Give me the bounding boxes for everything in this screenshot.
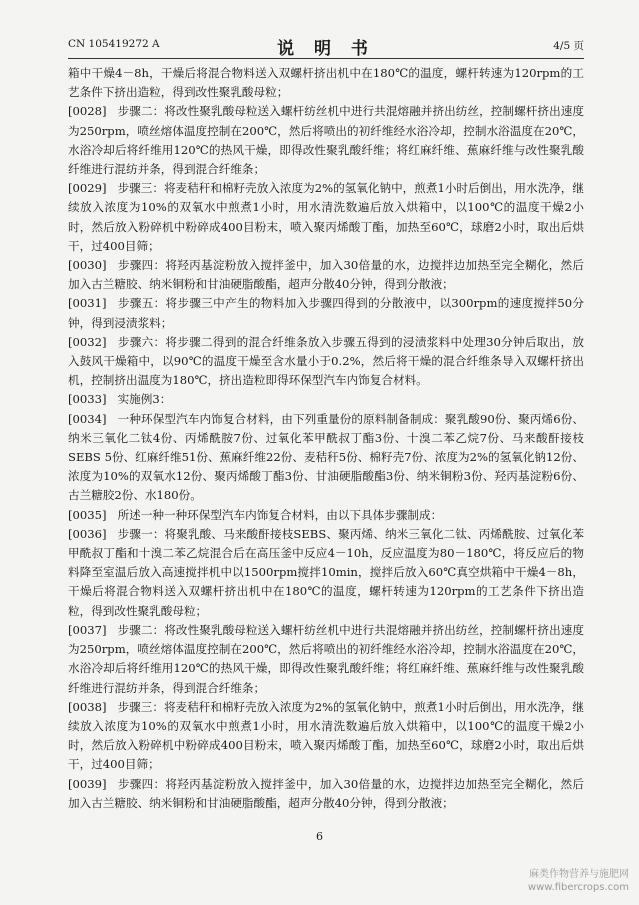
paragraph [68, 256, 584, 294]
paragraph-number: [0028] [68, 104, 107, 119]
paragraph [68, 525, 584, 621]
paragraph-text: 步骤四：将羟丙基淀粉放入搅拌釜中，加入30倍量的水，边搅拌边加热至完全糊化，然后加入古兰糖胶、纳米铜粉和甘油硬脂酸酯，超声分散40分钟，得到分散液； [68, 258, 584, 292]
paragraph [68, 390, 584, 409]
paragraph-text: 所述一种一种环保型汽车内饰复合材料，由以下具体步骤制成： [117, 507, 443, 522]
document-title: 说 明 书 [277, 39, 375, 59]
paragraph [68, 410, 584, 506]
paragraph-number: [0035] [68, 507, 107, 522]
paragraph-list [68, 102, 584, 813]
paragraph-number: [0038] [68, 699, 107, 714]
paragraph-text: 步骤三：将麦秸秆和棉籽壳放入浓度为2%的氢氧化钠中，煎煮1小时后倒出，用水洗净，继续放入浓度为10%的双氧水中煎煮1小时，用水清洗数遍后放入烘箱中，以100℃的温度干燥2小时，然后放入粉碎机中粉碎成400目粉末，喷入聚丙烯酸丁酯，加热至60℃，球磨2小时，取出后烘干，过400目筛； [68, 181, 584, 253]
continuation-paragraph: 箱中干燥4－8h，干燥后将混合物料送入双螺杆挤出机中在180℃的温度，螺杆转速为120rpm的工艺条件下挤出造粒，得到改性聚乳酸母粒； [68, 66, 584, 100]
paragraph-text: 一种环保型汽车内饰复合材料，由下列重量份的原料制备制成：聚乳酸90份、聚丙烯6份、纳米三氧化二钛4份、丙烯酰胺7份、过氧化苯甲酰叔丁酯3份、十溴二苯乙烷7份、马来酸酐接枝SEBS 5份、红麻纤维51份、蕉麻纤维22份、麦秸秆5份、棉籽壳7份、浓度为2%的氢氧化钠12份、浓度为10%的双氧水12份、聚丙烯酸丁酯3份、甘油硬脂酸酯3份、纳米铜粉3份、羟丙基淀粉6份、古兰糖胶2份、水180份。 [68, 411, 584, 503]
paragraph-number: [0034] [68, 411, 107, 426]
paragraph [68, 294, 584, 332]
paragraph-text: 步骤一：将聚乳酸、马来酸酐接枝SEBS、聚丙烯、纳米三氧化二钛、丙烯酰胺、过氧化苯甲酰叔丁酯和十溴二苯乙烷混合后在高压釜中反应4－10h，反应温度为80－180℃，将反应后的物料降至室温后放入高速搅拌机中以1500rpm搅拌10min，搅拌后放入60℃真空烘箱中干燥4－8h，干燥后将混合物料送入双螺杆挤出机中在180℃的温度，螺杆转速为120rpm的工艺条件下挤出造粒，得到改性聚乳酸母粒； [68, 526, 584, 618]
paragraph-number: [0039] [68, 776, 107, 791]
patent-number: CN 105419272 A [68, 38, 160, 50]
page-number: 6 [316, 830, 323, 843]
paragraph [68, 333, 584, 391]
paragraph-text: 步骤三：将麦秸秆和棉籽壳放入浓度为2%的氢氧化钠中，煎煮1小时后倒出，用水洗净，继续放入浓度为10%的双氧水中煎煮1小时，用水清洗数遍后放入烘箱中，以100℃的温度干燥2小时，然后放入粉碎机中粉碎成400目粉末，喷入聚丙烯酸丁酯，加热至60℃，球磨2小时，取出后烘干，过400目筛； [68, 699, 584, 772]
paragraph [68, 698, 584, 775]
paragraph-text: 实施例3： [117, 392, 172, 407]
paragraph-number: [0033] [68, 392, 107, 407]
paragraph [68, 506, 584, 525]
document-body [68, 64, 584, 813]
paragraph-number: [0032] [68, 334, 107, 349]
paragraph-number: [0030] [68, 258, 107, 273]
watermark-site-url: www.fibercrops.com [527, 882, 629, 893]
paragraph-number: [0029] [68, 181, 107, 196]
paragraph-number: [0031] [68, 296, 107, 311]
paragraph [68, 775, 584, 813]
paragraph [68, 179, 584, 256]
watermark-site-name: 麻类作物营养与施肥网 [529, 869, 629, 880]
paragraph-text: 步骤六：将步骤二得到的混合纤维条放入步骤五得到的浸渍浆料中处理30分钟后取出，放入鼓风干燥箱中，以90℃的温度干燥至含水量小于0.2%，然后将干燥的混合纤维条导入双螺杆挤出机，控制挤出温度为180℃，挤出造粒即得环保型汽车内饰复合材料。 [68, 334, 584, 388]
paragraph-number: [0036] [68, 526, 107, 541]
paragraph [68, 621, 584, 698]
paragraph-text: 步骤二：将改性聚乳酸母粒送入螺杆纺丝机中进行共混熔融并挤出纺丝，控制螺杆挤出速度为250rpm，喷丝熔体温度控制在200℃，然后将喷出的初纤维经水浴冷却，控制水浴温度在20℃，水浴冷却后将纤维用120℃的热风干燥，即得改性聚乳酸纤维；将红麻纤维、蕉麻纤维与改性聚乳酸纤维进行混纺并条，得到混合纤维条； [68, 104, 584, 177]
paragraph-number: [0037] [68, 622, 107, 637]
site-watermark [528, 868, 629, 894]
paragraph-text: 步骤二：将改性聚乳酸母粒送入螺杆纺丝机中进行共混熔融并挤出纺丝，控制螺杆挤出速度为250rpm，喷丝熔体温度控制在200℃，然后将喷出的初纤维经水浴冷却，控制水浴温度在20℃，水浴冷却后将纤维用120℃的热风干燥，即得改性聚乳酸纤维；将红麻纤维、蕉麻纤维与改性聚乳酸纤维进行混纺并条，得到混合纤维条； [68, 622, 584, 695]
page-header [68, 36, 584, 59]
page-fraction: 4/5 页 [553, 40, 584, 52]
paragraph-text: 步骤四：将羟丙基淀粉放入搅拌釜中，加入30倍量的水，边搅拌边加热至完全糊化，然后加入古兰糖胶、纳米铜粉和甘油硬脂酸酯，超声分散40分钟，得到分散液； [68, 776, 584, 810]
paragraph [68, 102, 584, 179]
paragraph-text: 步骤五：将步骤三中产生的物料加入步骤四得到的分散液中，以300rpm的速度搅拌50分钟，得到浸渍浆料； [68, 296, 584, 330]
